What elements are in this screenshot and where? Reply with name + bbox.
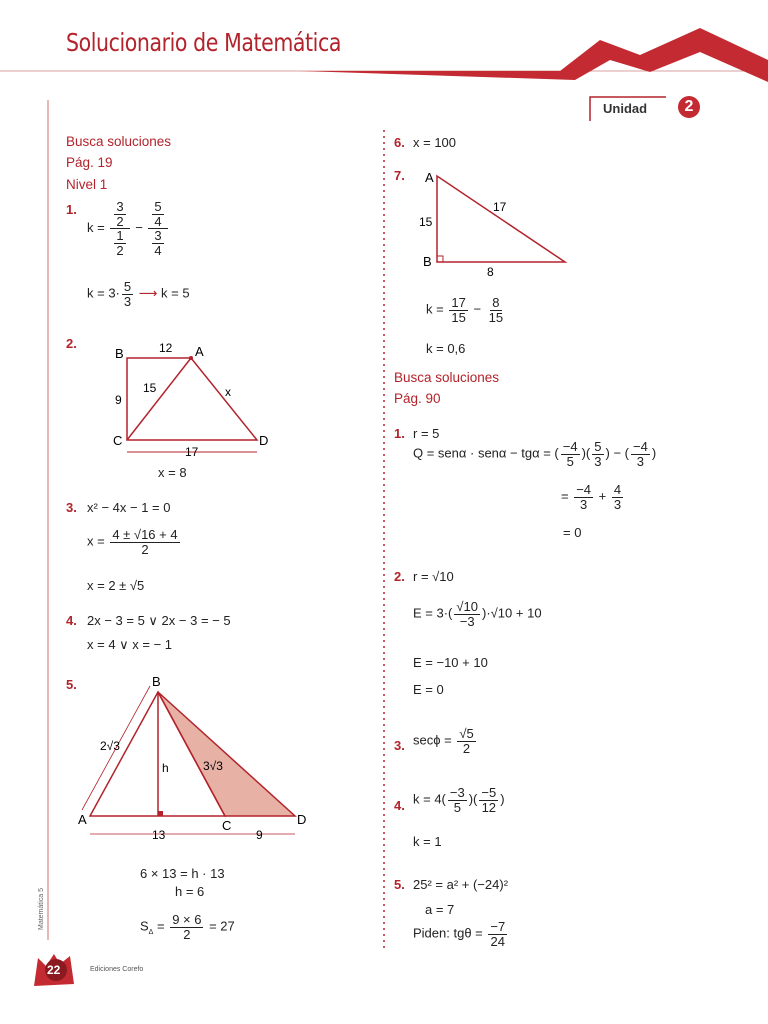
base-13: 13: [152, 828, 166, 842]
fraction: [170, 913, 203, 941]
problem-1-number: 1.: [66, 202, 77, 217]
label-B: B: [423, 254, 432, 269]
exercise-1-result: = 0: [563, 525, 582, 540]
den: 3: [580, 496, 588, 512]
den: 12: [481, 799, 497, 815]
fraction: [479, 786, 498, 814]
minus: −: [135, 220, 143, 236]
text: Q = senα · senα − tgα =: [413, 445, 551, 461]
exercise-1-step: = $\frac{-4}{3}$ + $\frac{4}{3}$: [561, 482, 622, 512]
fraction: [152, 200, 163, 228]
exercise-1-Q: Q = senα · senα − tgα = ( $\frac{-4}{5}$ )( $\frac{5}{3}$ ) − ( $\frac{-4}{3}$ ): [413, 439, 657, 469]
fraction: [574, 483, 593, 511]
problem-1-result: [87, 280, 190, 308]
exercise-4-eq: k = 4( $\frac{-3}{5}$ )( $\frac{-5}{12}$ ): [413, 785, 505, 815]
exercise-3-number: 3.: [394, 738, 405, 753]
text: k = 3·: [87, 285, 120, 301]
side-15: 15: [419, 215, 433, 229]
problem-7-result: k = 0,6: [426, 341, 466, 356]
problem-3-eq: x² − 4x − 1 = 0: [87, 500, 171, 515]
exercise-3-eq: [413, 727, 478, 755]
den: −3: [459, 613, 475, 629]
minus: −: [473, 301, 482, 317]
problem-2-number: 2.: [66, 336, 77, 351]
fraction: [592, 440, 603, 468]
trapezoid-figure: [105, 338, 285, 468]
num: 5: [123, 279, 132, 294]
exercise-2-r: r = √10: [413, 569, 454, 584]
fraction: [114, 200, 125, 228]
arrow-icon: ⟶: [138, 285, 158, 301]
label-D: D: [297, 812, 307, 827]
den: 3: [636, 453, 645, 469]
den: 15: [488, 309, 504, 325]
side-left: 9: [115, 393, 122, 407]
text: E = 3·: [413, 605, 449, 621]
k-label: k =: [87, 220, 105, 236]
num: 4: [613, 482, 622, 497]
den: 2: [462, 740, 471, 756]
num: −7: [490, 919, 506, 934]
fraction: [612, 483, 623, 511]
fraction: [631, 440, 650, 468]
unit-label: Unidad: [603, 101, 648, 116]
side-3r3: 3√3: [203, 759, 223, 773]
num: 5: [154, 199, 162, 214]
fraction: [122, 280, 133, 308]
triangle-figure: [70, 672, 320, 852]
section-heading: Busca soluciones: [394, 370, 500, 385]
section-level: Nivel 1: [66, 177, 108, 192]
den: 2: [183, 926, 191, 942]
text: x =: [87, 533, 105, 549]
problem-5-area: $S_\Delta$ = $\frac{9 \times 6}{2}$ = 27: [140, 912, 235, 942]
page-title: Solucionario de Matemática: [66, 28, 341, 57]
publisher: Ediciones Corefo: [90, 966, 144, 973]
exercise-2-number: 2.: [394, 569, 405, 584]
num: −4: [576, 482, 592, 497]
label-A: A: [425, 170, 434, 185]
base: 17: [185, 445, 199, 459]
base-9: 9: [256, 828, 263, 842]
problem-4-line2: x = 4 ∨ x = − 1: [87, 637, 173, 652]
section-page: Pág. 90: [394, 391, 441, 406]
exercise-5-number: 5.: [394, 877, 405, 892]
fraction: [561, 440, 580, 468]
fraction: [448, 786, 467, 814]
fraction: [488, 920, 507, 948]
den: 5: [453, 799, 461, 815]
problem-4-number: 4.: [66, 613, 77, 628]
fraction: [457, 727, 475, 755]
exercise-2-E3: E = 0: [413, 682, 444, 697]
num: −4: [632, 439, 648, 454]
exercise-4-result: k = 1: [413, 834, 442, 849]
den: 3: [594, 453, 602, 469]
exercise-5-line3: [413, 920, 509, 948]
exercise-1-number: 1.: [394, 426, 405, 441]
num: −3: [449, 785, 465, 800]
problem-6-number: 6.: [394, 135, 405, 150]
den: 15: [451, 309, 466, 325]
side-x: x: [225, 385, 231, 399]
num: −5: [481, 785, 497, 800]
num: 5: [594, 439, 602, 454]
den: 3: [613, 496, 622, 512]
num: 3: [116, 199, 124, 214]
num: √10: [456, 599, 478, 614]
text: ·√10 + 10: [486, 605, 542, 621]
unit-number-badge: 2: [678, 96, 700, 118]
den: 4: [154, 213, 162, 229]
text: Piden: tgθ =: [413, 925, 483, 941]
label-D: D: [259, 433, 269, 448]
den: 2: [116, 242, 124, 258]
side-2r3: 2√3: [100, 739, 120, 753]
fraction: [114, 229, 125, 257]
text: S: [140, 918, 149, 934]
num: 3: [154, 228, 162, 244]
exercise-5-line2: a = 7: [425, 902, 455, 917]
problem-2-result: x = 8: [158, 465, 187, 480]
fraction: [487, 296, 505, 324]
label-A: A: [78, 812, 87, 827]
den: 24: [490, 933, 506, 949]
page-number: 22: [47, 963, 61, 977]
num: 9 × 6: [172, 912, 202, 927]
text: k = 5: [161, 285, 190, 301]
fraction: [449, 296, 467, 324]
fraction: [110, 528, 179, 556]
height-h: h: [162, 761, 169, 775]
side-8: 8: [487, 265, 494, 279]
num: 1: [116, 228, 124, 244]
problem-3-number: 3.: [66, 500, 77, 515]
text: secϕ =: [413, 732, 452, 748]
den: 5: [566, 453, 574, 469]
right-triangle-figure: [415, 166, 585, 280]
fraction: [152, 229, 163, 257]
exercise-2-E1: E = 3·( $\frac{√10}{-3}$ )·√10 + 10: [413, 599, 542, 629]
text: = 27: [209, 918, 235, 934]
fraction: [110, 200, 129, 258]
num: 17: [451, 295, 466, 310]
diagonal: 15: [143, 381, 157, 395]
side-17: 17: [493, 200, 507, 214]
den: 2: [141, 541, 149, 557]
fraction: [454, 600, 480, 628]
label-B: B: [115, 346, 124, 361]
section-page: Pág. 19: [66, 155, 113, 170]
label-B: B: [152, 674, 161, 689]
problem-3-formula: [87, 528, 182, 556]
num: 8: [492, 295, 500, 310]
num: √5: [459, 726, 474, 741]
exercise-4-number: 4.: [394, 798, 405, 813]
problem-4-line1: 2x − 3 = 5 ∨ 2x − 3 = − 5: [87, 613, 231, 628]
den: 2: [116, 213, 124, 229]
den: 3: [123, 293, 132, 309]
problem-1-expr: [87, 200, 170, 258]
exercise-2-E2: E = −10 + 10: [413, 655, 488, 670]
exercise-5-line1: 25² = a² + (−24)²: [413, 877, 509, 892]
exercise-1-r: r = 5: [413, 426, 440, 441]
problem-5-line1: 6 × 13 = h · 13: [140, 866, 225, 881]
label-C: C: [113, 433, 123, 448]
problem-3-result: x = 2 ± √5: [87, 578, 145, 593]
num: 4 ± √16 + 4: [112, 527, 178, 542]
den: 4: [154, 242, 162, 258]
problem-7-number: 7.: [394, 168, 405, 183]
section-heading: Busca soluciones: [66, 134, 172, 149]
fraction: [148, 200, 167, 258]
label-A: A: [195, 344, 204, 359]
side-label: Matemática 5: [38, 887, 45, 930]
problem-7-expr: [426, 296, 507, 324]
text: k =: [426, 301, 444, 317]
text: k = 4: [413, 791, 442, 807]
label-C: C: [222, 818, 232, 833]
problem-6-eq: x = 100: [413, 135, 457, 150]
problem-5-number: 5.: [66, 677, 77, 692]
side-top: 12: [159, 341, 173, 355]
problem-5-line2: h = 6: [175, 884, 205, 899]
num: −4: [562, 439, 578, 454]
